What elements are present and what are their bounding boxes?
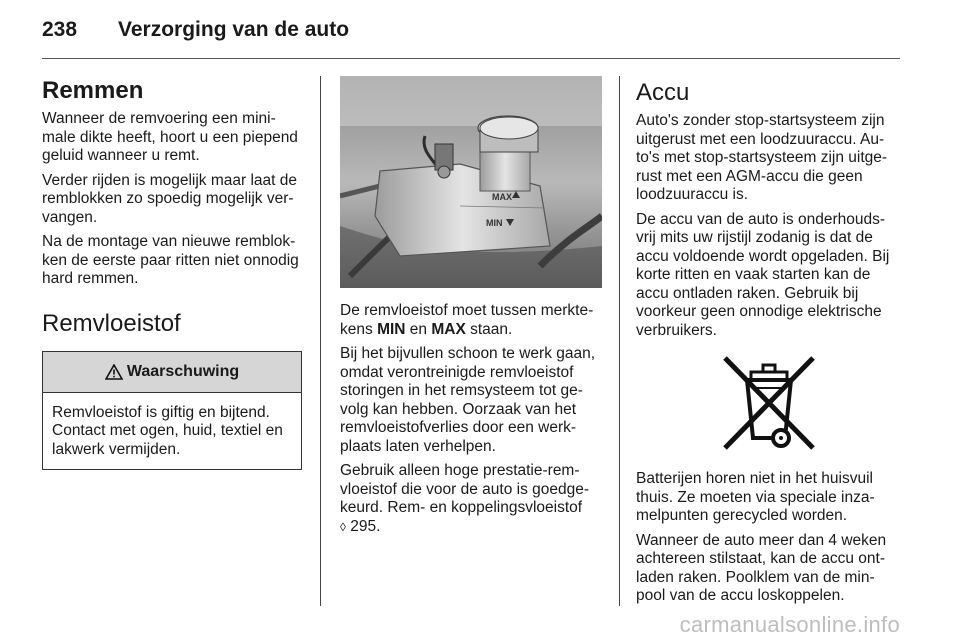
section-heading-brakes: Remmen <box>42 77 144 104</box>
column-divider <box>619 76 620 606</box>
warning-title: Waarschuwing <box>126 362 240 380</box>
disposal-symbol-wrap <box>636 352 902 454</box>
paragraph: Wanneer de remvoering een mini-male dikte heeft, hoort u een piepend geluid wanneer u remt. <box>42 110 298 164</box>
warning-icon <box>105 364 123 380</box>
warning-box <box>42 351 302 471</box>
paragraph <box>340 462 602 536</box>
min-mark-label: MIN <box>486 218 503 228</box>
text: De remvloeistof moet tussen merkte-kens <box>340 302 594 338</box>
text: en <box>405 320 432 338</box>
text: Gebruik alleen hoge prestatie-rem-vloeistof die voor de auto is goedge-keurd. Rem- en koppelingsvloeistof <box>340 462 590 516</box>
paragraph: Wanneer de auto meer dan 4 weken achtereen stilstaat, kan de accu ont-laden raken. Poolklem van de min-pool van de accu loskoppelen. <box>636 531 887 604</box>
page-title: Verzorging van de auto <box>118 18 350 41</box>
warning-text: Remvloeistof is giftig en bijtend. Contact met ogen, huid, textiel en lakwerk vermijden. <box>52 403 283 458</box>
column-brake-fluid <box>340 76 602 542</box>
column-brakes <box>42 76 304 470</box>
watermark: carmanualsonline.info <box>679 612 900 637</box>
max-label: MAX <box>431 320 466 338</box>
paragraph: Auto's zonder stop-startsysteem zijn uitgerust met een loodzuuraccu. Au-to's met stop-startsysteem zijn uitge-rust met een AGM-accu die geen loodzuuraccu is. <box>636 112 888 203</box>
warning-header <box>43 352 301 393</box>
section-heading-brake-fluid: Remvloeistof <box>42 309 181 337</box>
page-number: 238 <box>42 18 78 41</box>
brake-fluid-reservoir-photo <box>340 76 602 288</box>
crossed-out-bin-icon <box>717 352 821 454</box>
header-divider <box>42 58 900 59</box>
paragraph: Batterijen horen niet in het huisvuil thuis. Ze moeten via speciale inza-melpunten gerecycled worden. <box>636 470 875 524</box>
paragraph: Bij het bijvullen schoon te werk gaan, omdat verontreinigde remvloeistof storingen in het remsysteem tot ge-volg kan hebben. Oorzaak van het remvloeistofverlies door een werk-plaats laten verhelpen. <box>340 345 596 455</box>
warning-body <box>43 393 301 470</box>
column-battery <box>636 76 902 612</box>
paragraph: Verder rijden is mogelijk maar laat de remblokken zo spoedig mogelijk ver-vangen. <box>42 171 298 226</box>
text: staan. <box>465 320 513 338</box>
paragraph-min-max <box>340 302 602 339</box>
min-label: MIN <box>377 320 406 338</box>
page-header <box>42 18 349 48</box>
max-mark-label: MAX <box>492 192 512 202</box>
paragraph: Na de montage van nieuwe remblok-ken de eerste paar ritten niet onnodig hard remmen. <box>42 233 299 287</box>
paragraph: De accu van de auto is onderhouds-vrij mits uw rijstijl zodanig is dat de accu voldoende wordt opgeladen. Bij korte ritten en vaak starten kan de accu ontladen raken. Gebruik bij voorkeur geen onnodige elektrische verbruikers. <box>636 210 890 339</box>
page-reference-icon: ◊ <box>340 519 346 534</box>
column-divider <box>320 76 321 606</box>
page-reference-link[interactable]: 295. <box>350 517 381 535</box>
section-heading-battery: Accu <box>636 79 690 106</box>
